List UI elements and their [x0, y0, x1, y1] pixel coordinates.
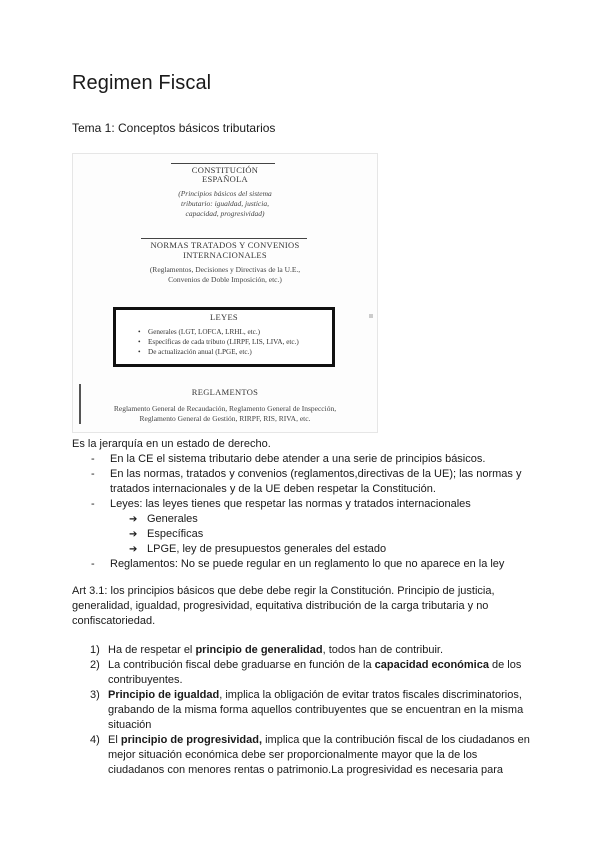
reglamentos-desc-2: Reglamento General de Gestión, RIRPF, RIS, RIVA, etc.: [139, 414, 311, 423]
leyes-bullet-text: Leyes: las leyes tienes que respetar las normas y tratados internacionales: [110, 498, 471, 510]
list-item: • Generales (LGT, LOFCA, LRHL, etc.): [138, 327, 299, 337]
list-item: [72, 497, 532, 557]
item-number: 1): [90, 644, 100, 656]
decorative-mark: [369, 314, 373, 318]
normas-title-1: NORMAS TRATADOS Y CONVENIOS: [150, 240, 300, 250]
item-bold-text: principio de generalidad: [195, 644, 323, 656]
list-item: ➔ Específicas: [129, 527, 532, 542]
constitucion-desc-1: (Principios básicos del sistema: [178, 189, 272, 198]
reglamentos-title: REGLAMENTOS: [191, 387, 259, 397]
item-text: de los contribuyentes.: [108, 659, 522, 686]
list-item: ➔ LPGE, ley de presupuestos generales del estado: [129, 542, 532, 557]
list-item: [72, 658, 532, 688]
list-item: - En la CE el sistema tributario debe atender a una serie de principios básicos.: [72, 452, 532, 467]
constitucion-desc-3: capacidad, progresividad): [185, 209, 265, 218]
leyes-list: [138, 327, 299, 357]
item-text: La contribución fiscal debe graduarse en función de la: [108, 659, 375, 671]
item-number: 2): [90, 659, 100, 671]
hierarchy-diagram: [72, 153, 378, 433]
item-text: implica que la contribución fiscal de los ciudadanos en mejor situación económica debe ser proporcionalmente mayor que la de los ciudadanos con menores rentas o patrimonio.La progresividad es necesaria para: [108, 734, 530, 776]
divider: [171, 163, 275, 164]
section-subtitle: Tema 1: Conceptos básicos tributarios: [72, 121, 276, 135]
item-bold-text: Principio de igualdad: [108, 689, 220, 701]
item-bold-text: principio de progresividad,: [120, 734, 263, 746]
item-bold-text: capacidad económica: [374, 659, 489, 671]
list-item: [72, 643, 532, 658]
principles-list: [72, 643, 532, 778]
intro-text: Es la jerarquía en un estado de derecho.: [72, 438, 271, 450]
item-number: 3): [90, 689, 100, 701]
list-item: [72, 733, 532, 778]
list-item: • Específicas de cada tributo (LIRPF, LIS, LIVA, etc.): [138, 337, 299, 347]
leyes-title: LEYES: [210, 312, 238, 322]
list-item: - En las normas, tratados y convenios (reglamentos,directivas de la UE); las normas y tratados internacionales y de la UE deben respetar la Constitución.: [72, 467, 532, 497]
leyes-box: [113, 307, 335, 367]
list-item: • De actualización anual (LPGE, etc.): [138, 347, 299, 357]
divider: [141, 238, 307, 239]
list-item: ➔ Generales: [129, 512, 532, 527]
constitucion-title-1: CONSTITUCIÓN: [191, 165, 259, 175]
list-item: [72, 688, 532, 733]
list-item: - Reglamentos: No se puede regular en un reglamento lo que no aparece en la ley: [72, 557, 532, 572]
reglamentos-desc-1: Reglamento General de Recaudación, Reglamento General de Inspección,: [113, 404, 337, 413]
notes-section: [72, 437, 532, 572]
constitucion-desc-2: tributario: igualdad, justicia,: [181, 199, 269, 208]
constitucion-title-2: ESPAÑOLA: [201, 174, 248, 184]
item-number: 4): [90, 734, 100, 746]
item-text: El: [108, 734, 121, 746]
item-text: , implica la obligación de evitar tratos fiscales discriminatorios, grabando de la misma forma aquellos contribuyentes que se encuentran en la misma situación: [108, 689, 524, 731]
item-text: Ha de respetar el: [108, 644, 196, 656]
leyes-sublist: [129, 512, 532, 557]
item-text: , todos han de contribuir.: [322, 644, 444, 656]
normas-desc-1: (Reglamentos, Decisiones y Directivas de la U.E.,: [149, 265, 301, 274]
document-title: Regimen Fiscal: [72, 72, 212, 94]
normas-title-2: INTERNACIONALES: [183, 250, 267, 260]
article-paragraph: Art 3.1: los principios básicos que debe debe regir la Constitución. Principio de justicia, generalidad, igualdad, progresividad, equitativa distribución de la carga tributaria y no confiscatoriedad.: [72, 585, 495, 627]
normas-desc-2: Convenios de Doble Imposición, etc.): [168, 275, 282, 284]
bullet-list: [72, 452, 532, 572]
